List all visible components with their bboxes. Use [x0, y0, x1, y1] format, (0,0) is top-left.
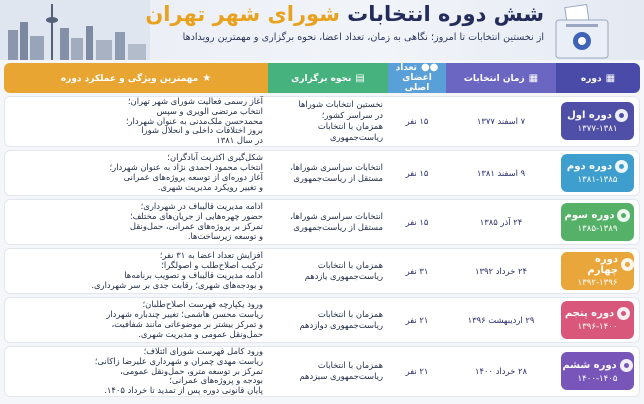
clipboard-icon: ▤: [355, 72, 365, 84]
table-row: [4, 199, 640, 245]
period-features: ورود یکپارچه فهرست اصلاح‌طلبان؛ ریاست محسن هاشمی؛ تغییر چندباره شهردار و تمرکز بیشتر بر موضوعاتی مانند شفافیت، حمل‌ونقل عمومی و مدیریت شهری.: [4, 297, 268, 343]
election-date: ۷ اسفند ۱۳۷۷: [446, 96, 556, 147]
ballot-box-icon: [552, 4, 632, 60]
column-header-method: ▤نحوه برگزاری: [268, 63, 388, 93]
period-badge-5: دوره پنجم ۱۳۹۶-۱۴۰۰: [561, 301, 634, 339]
election-date: ۲۹ اردیبهشت ۱۳۹۶: [446, 297, 556, 343]
page-subtitle: از نخستین انتخابات تا امروز؛ نگاهی به زمان، تعداد اعضا، نحوه برگزاری و مهمترین رویدادها: [182, 32, 544, 43]
people-icon: ●●: [420, 62, 439, 73]
table-row: [4, 248, 640, 294]
member-count: ۲۱ نفر: [388, 297, 446, 343]
period-circle-icon: [621, 258, 634, 271]
period-circle-icon: [617, 209, 630, 222]
election-date: ۹ اسفند ۱۳۸۱: [446, 150, 556, 196]
table-row: [4, 150, 640, 196]
calendar-icon: ▦: [605, 72, 616, 84]
election-method: انتخابات سراسری شوراها، مستقل از ریاست‌جمهوری: [268, 150, 388, 196]
column-header-period: ▦دوره: [556, 63, 640, 93]
member-count: ۱۵ نفر: [388, 150, 446, 196]
election-method: همزمان با انتخابات ریاست‌جمهوری دوازدهم: [268, 297, 388, 343]
page-title: شش دوره انتخابات شورای شهر تهران: [145, 2, 544, 26]
election-method: انتخابات سراسری شوراها، مستقل از ریاست‌جمهوری: [268, 199, 388, 245]
member-count: ۱۵ نفر: [388, 96, 446, 147]
period-circle-icon: [615, 109, 628, 122]
period-circle-icon: [620, 359, 633, 372]
period-features: آغاز رسمی فعالیت شورای شهر تهران؛ انتخاب مرتضی الویری و سپس محمدحسن ملک‌مدنی به عنوان شهردار؛ بروز اختلافات داخلی و انحلال شورا در سال ۱۳۸۱: [4, 96, 268, 147]
period-features: ادامه مدیریت قالیباف در شهرداری؛ حضور چهره‌هایی از جریان‌های مختلف؛ تمرکز بر پروژه‌های عمرانی، حمل‌ونقل و توسعه زیرساخت‌ها.: [4, 199, 268, 245]
column-header-features: ★مهمترین ویژگی و عملکرد دوره: [4, 63, 268, 93]
period-badge-6: دوره ششم ۱۴۰۰-۱۴۰۵: [561, 352, 634, 390]
period-badge-3: دوره سوم ۱۳۸۵-۱۳۸۹: [561, 203, 634, 241]
table-row: [4, 96, 640, 147]
election-method: همزمان با انتخابات ریاست‌جمهوری سیزدهم: [268, 346, 388, 397]
period-features: شکل‌گیری اکثریت آبادگران؛ انتخاب محمود احمدی نژاد به عنوان شهردار؛ آغاز دوره‌ای از توسعه پروژه‌های عمرانی و تغییر رویکرد مدیریت شهری.: [4, 150, 268, 196]
member-count: ۱۵ نفر: [388, 199, 446, 245]
table-row: [4, 297, 640, 343]
column-header-time: ▦زمان انتخابات: [446, 63, 556, 93]
header-banner: [0, 0, 644, 60]
period-badge-1: دوره اول ۱۳۷۷-۱۳۸۱: [561, 102, 634, 140]
star-icon: ★: [202, 72, 212, 84]
period-features: ورود کامل فهرست شورای ائتلاف؛ ریاست مهدی چمران و شهرداری علیرضا زاکانی؛ تمرکز بر توسعه مترو، حمل‌ونقل عمومی، بودجه و پروژه‌های عمرانی؛ پایان قانونی دوره پس از تمدید تا خرداد ۱۴۰۵.: [4, 346, 268, 397]
period-circle-icon: [615, 160, 628, 173]
election-date: ۲۴ آذر ۱۳۸۵: [446, 199, 556, 245]
calendar-icon: ▦: [528, 72, 539, 84]
election-method: نخستین انتخابات شوراها در سراسر کشور؛ همزمان با انتخابات ریاست‌جمهوری: [268, 96, 388, 147]
election-date: ۲۸ خرداد ۱۴۰۰: [446, 346, 556, 397]
table-row: [4, 346, 640, 397]
election-method: همزمان با انتخابات ریاست‌جمهوری یازدهم: [268, 248, 388, 294]
member-count: ۲۱ نفر: [388, 346, 446, 397]
period-circle-icon: [617, 307, 630, 320]
tehran-skyline-illustration: [0, 0, 150, 60]
member-count: ۳۱ نفر: [388, 248, 446, 294]
period-badge-2: دوره دوم ۱۳۸۱-۱۳۸۵: [561, 154, 634, 192]
period-features: افزایش تعداد اعضا به ۳۱ نفر؛ ترکیب اصلاح‌طلب و اصولگرا؛ ادامه مدیریت قالیباف و تصویب برنامه‌ها و بودجه‌های شهری؛ رقابت جدی بر سر شهرداری.: [4, 248, 268, 294]
elections-table: [4, 60, 640, 400]
election-date: ۲۴ خرداد ۱۳۹۲: [446, 248, 556, 294]
table-header-row: [4, 63, 640, 93]
period-badge-4: دوره چهارم ۱۳۹۲-۱۳۹۶: [561, 252, 634, 290]
column-header-count: ●●تعداد اعضای اصلی: [388, 63, 446, 93]
